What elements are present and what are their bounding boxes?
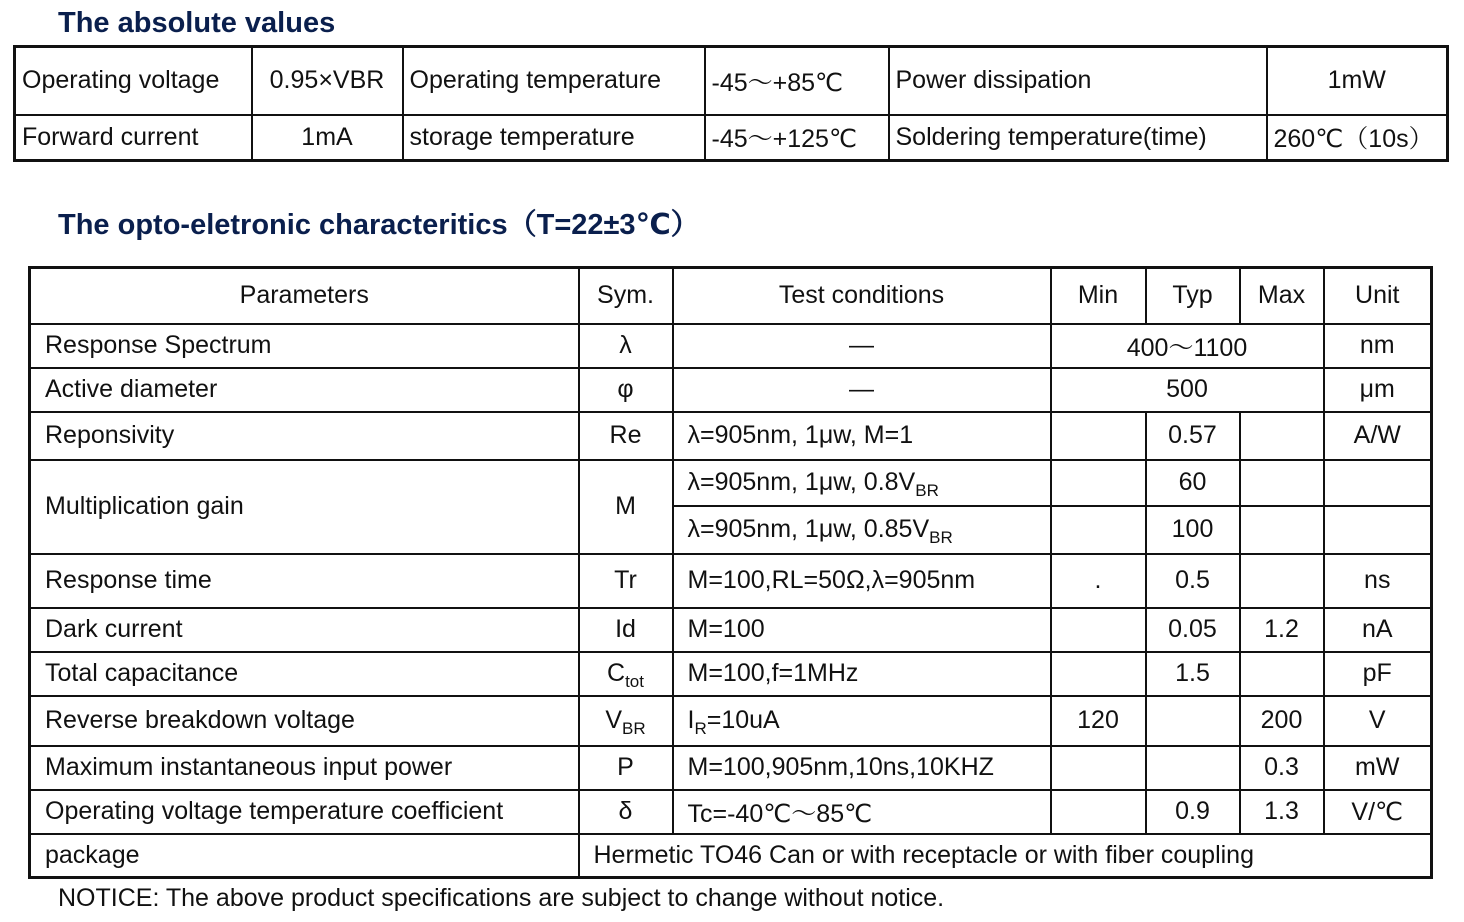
opto-characteristics-heading: The opto-eletronic characteritics（T=22±3℃） [58, 209, 700, 241]
unit-cell: μm [1324, 368, 1432, 412]
table-row [30, 746, 1432, 790]
abs-label: Operating voltage [15, 47, 252, 115]
cond-cell [673, 460, 1051, 506]
min-cell [1051, 412, 1146, 460]
cond-cell [673, 506, 1051, 554]
abs-value: -45～+85℃ [705, 47, 889, 115]
abs-value: 0.95×VBR [252, 47, 403, 115]
table-row [30, 324, 1432, 368]
table-row [30, 368, 1432, 412]
notice-text: NOTICE: The above product specifications are subject to change without notice. [58, 884, 945, 912]
unit-cell: nA [1324, 608, 1432, 652]
abs-value: 1mW [1267, 47, 1448, 115]
table-row [30, 460, 1432, 506]
cond-cell: Tc=-40℃～85℃ [673, 790, 1051, 834]
sym-cell: P [579, 746, 673, 790]
unit-cell: V/℃ [1324, 790, 1432, 834]
sym-cell: λ [579, 324, 673, 368]
cond-cell: M=100,RL=50Ω,λ=905nm [673, 554, 1051, 608]
abs-value: 1mA [252, 115, 403, 161]
abs-label: Operating temperature [403, 47, 705, 115]
cond-subscript: BR [915, 481, 939, 500]
unit-cell: pF [1324, 652, 1432, 696]
unit-cell: nm [1324, 324, 1432, 368]
cond-cell: M=100,f=1MHz [673, 652, 1051, 696]
max-cell [1240, 652, 1324, 696]
table-row [30, 696, 1432, 746]
opto-characteristics-table [28, 266, 1433, 879]
unit-cell [1324, 506, 1432, 554]
max-cell [1240, 506, 1324, 554]
min-cell [1051, 790, 1146, 834]
typ-cell: 100 [1146, 506, 1240, 554]
header-typ: Typ [1146, 268, 1240, 324]
cond-subscript: R [694, 719, 707, 738]
param-cell: Operating voltage temperature coefficient [30, 790, 579, 834]
header-max: Max [1240, 268, 1324, 324]
header-unit: Unit [1324, 268, 1432, 324]
param-cell: Dark current [30, 608, 579, 652]
header-parameters: Parameters [30, 268, 579, 324]
sym-text: V [605, 706, 623, 734]
abs-label: Soldering temperature(time) [889, 115, 1267, 161]
param-cell: Reverse breakdown voltage [30, 696, 579, 746]
typ-cell: 60 [1146, 460, 1240, 506]
min-cell [1051, 746, 1146, 790]
typ-cell: 0.5 [1146, 554, 1240, 608]
max-cell [1240, 460, 1324, 506]
cond-text: λ=905nm, 1μw, 0.8V [687, 468, 916, 496]
param-cell: Reponsivity [30, 412, 579, 460]
cond-text: I [687, 706, 695, 734]
table-row [15, 47, 1448, 115]
typ-cell [1146, 696, 1240, 746]
cond-cell: — [673, 324, 1051, 368]
header-min: Min [1051, 268, 1146, 324]
abs-label: Power dissipation [889, 47, 1267, 115]
min-cell: 120 [1051, 696, 1146, 746]
sym-subscript: tot [625, 672, 644, 691]
package-value-cell: Hermetic TO46 Can or with receptacle or with fiber coupling [579, 834, 1432, 878]
max-cell [1240, 554, 1324, 608]
table-row [30, 554, 1432, 608]
unit-cell: ns [1324, 554, 1432, 608]
unit-cell [1324, 460, 1432, 506]
min-cell: . [1051, 554, 1146, 608]
typ-cell [1146, 746, 1240, 790]
cond-cell: M=100,905nm,10ns,10KHZ [673, 746, 1051, 790]
max-cell [1240, 412, 1324, 460]
header-test-conditions: Test conditions [673, 268, 1051, 324]
unit-cell: V [1324, 696, 1432, 746]
param-cell: Response time [30, 554, 579, 608]
unit-cell: A/W [1324, 412, 1432, 460]
sym-cell: δ [579, 790, 673, 834]
absolute-values-table [13, 45, 1449, 162]
param-cell: Maximum instantaneous input power [30, 746, 579, 790]
min-cell [1051, 608, 1146, 652]
cond-text: λ=905nm, 1μw, 0.85V [687, 515, 930, 543]
sym-cell: φ [579, 368, 673, 412]
cond-text-rest: =10uA [706, 706, 780, 734]
cond-subscript: BR [929, 528, 953, 547]
typ-cell: 0.9 [1146, 790, 1240, 834]
param-cell: Response Spectrum [30, 324, 579, 368]
header-row [30, 268, 1432, 324]
min-cell [1051, 652, 1146, 696]
cond-cell: M=100 [673, 608, 1051, 652]
table-row [30, 608, 1432, 652]
param-cell: Total capacitance [30, 652, 579, 696]
typ-cell: 0.57 [1146, 412, 1240, 460]
min-cell [1051, 506, 1146, 554]
sym-cell: Tr [579, 554, 673, 608]
table-row [30, 412, 1432, 460]
table-row [30, 652, 1432, 696]
header-sym: Sym. [579, 268, 673, 324]
param-cell: Multiplication gain [30, 460, 579, 554]
cond-cell: λ=905nm, 1μw, M=1 [673, 412, 1051, 460]
range-cell: 400～1100 [1051, 324, 1324, 368]
sym-cell [579, 652, 673, 696]
max-cell: 1.3 [1240, 790, 1324, 834]
sym-cell: Id [579, 608, 673, 652]
cond-cell: — [673, 368, 1051, 412]
sym-subscript: BR [622, 719, 646, 738]
typ-cell: 0.05 [1146, 608, 1240, 652]
max-cell: 0.3 [1240, 746, 1324, 790]
abs-label: Forward current [15, 115, 252, 161]
min-cell [1051, 460, 1146, 506]
table-row [15, 115, 1448, 161]
abs-value: -45～+125℃ [705, 115, 889, 161]
abs-value: 260℃（10s） [1267, 115, 1448, 161]
sym-cell [579, 696, 673, 746]
range-cell: 500 [1051, 368, 1324, 412]
typ-cell: 1.5 [1146, 652, 1240, 696]
sym-cell: Re [579, 412, 673, 460]
sym-text: C [607, 659, 626, 687]
param-cell: Active diameter [30, 368, 579, 412]
absolute-values-heading: The absolute values [58, 7, 336, 39]
max-cell: 1.2 [1240, 608, 1324, 652]
table-row [30, 834, 1432, 878]
table-row [30, 790, 1432, 834]
unit-cell: mW [1324, 746, 1432, 790]
abs-label: storage temperature [403, 115, 705, 161]
cond-cell [673, 696, 1051, 746]
sym-cell: M [579, 460, 673, 554]
param-cell: package [30, 834, 579, 878]
max-cell: 200 [1240, 696, 1324, 746]
